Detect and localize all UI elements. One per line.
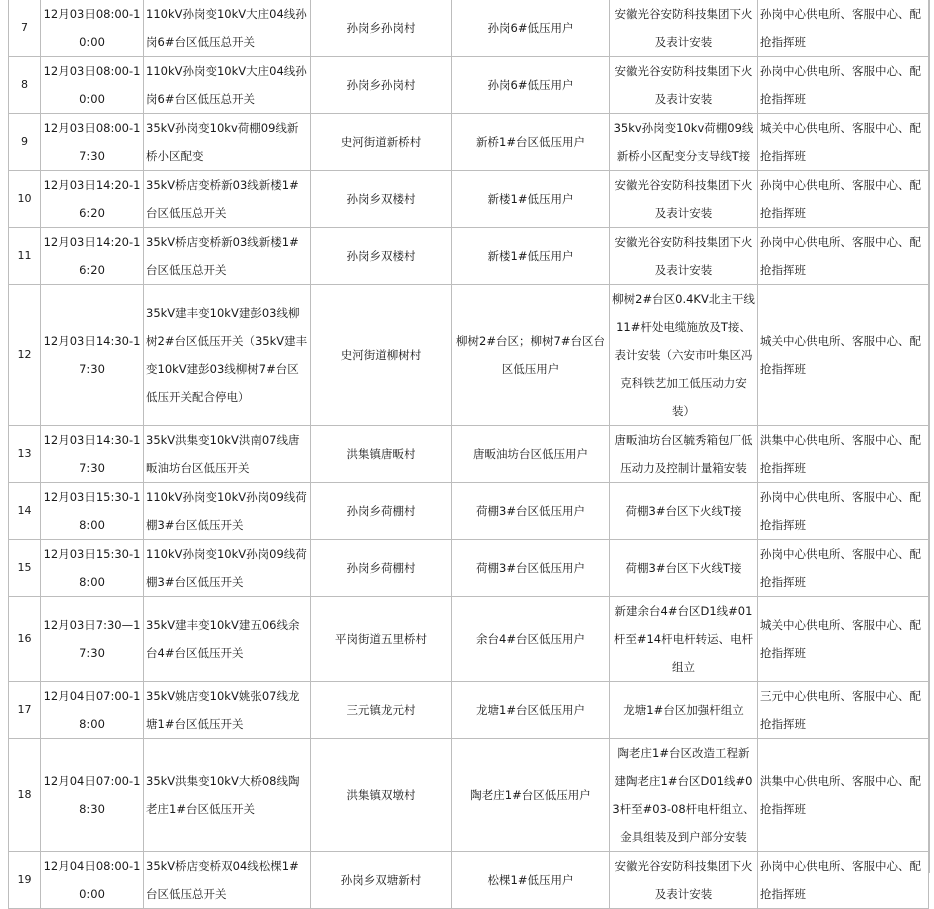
table-row — [9, 852, 929, 909]
table-row — [9, 597, 929, 682]
cell-no: 12 — [9, 285, 41, 426]
cell-unit: 城关中心供电所、客服中心、配抢指挥班 — [758, 285, 929, 426]
cell-equipment: 35kV洪集变10kV大桥08线陶老庄1#台区低压开关 — [144, 739, 311, 852]
cell-users: 龙塘1#台区低压用户 — [452, 682, 610, 739]
cell-no: 14 — [9, 483, 41, 540]
cell-no: 11 — [9, 228, 41, 285]
cell-unit: 洪集中心供电所、客服中心、配抢指挥班 — [758, 426, 929, 483]
cell-users: 唐畈油坊台区低压用户 — [452, 426, 610, 483]
cell-unit: 三元中心供电所、客服中心、配抢指挥班 — [758, 682, 929, 739]
cell-time: 12月03日15:30-18:00 — [41, 540, 144, 597]
cell-users: 松棵1#低压用户 — [452, 852, 610, 909]
cell-no: 13 — [9, 426, 41, 483]
cell-users: 新楼1#低压用户 — [452, 228, 610, 285]
cell-time: 12月03日14:30-17:30 — [41, 285, 144, 426]
cell-time: 12月04日07:00-18:30 — [41, 739, 144, 852]
cell-users: 柳树2#台区；柳树7#台区台区低压用户 — [452, 285, 610, 426]
cell-no: 19 — [9, 852, 41, 909]
cell-area: 孙岗乡荷棚村 — [311, 483, 452, 540]
cell-work: 唐畈油坊台区毓秀箱包厂低压动力及控制计量箱安装 — [610, 426, 758, 483]
table-row — [9, 426, 929, 483]
table-row — [9, 171, 929, 228]
cell-no: 18 — [9, 739, 41, 852]
cell-unit: 孙岗中心供电所、客服中心、配抢指挥班 — [758, 228, 929, 285]
cell-equipment: 35kV洪集变10kV洪南07线唐畈油坊台区低压开关 — [144, 426, 311, 483]
cell-work: 荷棚3#台区下火线T接 — [610, 540, 758, 597]
cell-users: 孙岗6#低压用户 — [452, 57, 610, 114]
cell-users: 孙岗6#低压用户 — [452, 0, 610, 57]
cell-no: 15 — [9, 540, 41, 597]
cell-area: 孙岗乡双塘新村 — [311, 852, 452, 909]
cell-work: 安徽光谷安防科技集团下火及表计安装 — [610, 0, 758, 57]
cell-users: 荷棚3#台区低压用户 — [452, 540, 610, 597]
cell-time: 12月03日7:30—17:30 — [41, 597, 144, 682]
cell-equipment: 35kV桥店变桥双04线松棵1#台区低压总开关 — [144, 852, 311, 909]
cell-unit: 孙岗中心供电所、客服中心、配抢指挥班 — [758, 57, 929, 114]
cell-work: 安徽光谷安防科技集团下火及表计安装 — [610, 852, 758, 909]
cell-area: 孙岗乡孙岗村 — [311, 57, 452, 114]
cell-no: 16 — [9, 597, 41, 682]
cell-no: 17 — [9, 682, 41, 739]
cell-no: 9 — [9, 114, 41, 171]
cell-unit: 孙岗中心供电所、客服中心、配抢指挥班 — [758, 171, 929, 228]
cell-work: 新建余台4#台区D1线#01杆至#14杆电杆转运、电杆组立 — [610, 597, 758, 682]
cell-time: 12月03日08:00-10:00 — [41, 0, 144, 57]
cell-time: 12月04日07:00-18:00 — [41, 682, 144, 739]
cell-equipment: 35kV桥店变桥新03线新楼1#台区低压总开关 — [144, 228, 311, 285]
table-row — [9, 540, 929, 597]
cell-equipment: 35kV桥店变桥新03线新楼1#台区低压总开关 — [144, 171, 311, 228]
cell-equipment: 35kV建丰变10kV建彭03线柳树2#台区低压开关（35kV建丰变10kV建彭03线柳树7#台区低压开关配合停电） — [144, 285, 311, 426]
cell-work: 陶老庄1#台区改造工程新建陶老庄1#台区D01线#03杆至#03-08杆电杆组立、金具组装及到户部分安装 — [610, 739, 758, 852]
cell-area: 洪集镇双墩村 — [311, 739, 452, 852]
cell-work: 柳树2#台区0.4KV北主干线11#杆处电缆施放及T接、表计安装（六安市叶集区冯克科铁艺加工低压动力安装） — [610, 285, 758, 426]
cell-area: 史河街道新桥村 — [311, 114, 452, 171]
cell-unit: 孙岗中心供电所、客服中心、配抢指挥班 — [758, 0, 929, 57]
table-row — [9, 228, 929, 285]
cell-area: 洪集镇唐畈村 — [311, 426, 452, 483]
cell-users: 余台4#台区低压用户 — [452, 597, 610, 682]
cell-area: 孙岗乡双楼村 — [311, 171, 452, 228]
cell-equipment: 35kV孙岗变10kv荷棚09线新桥小区配变 — [144, 114, 311, 171]
cell-equipment: 110kV孙岗变10kV孙岗09线荷棚3#台区低压开关 — [144, 540, 311, 597]
table-row — [9, 114, 929, 171]
cell-area: 孙岗乡双楼村 — [311, 228, 452, 285]
cell-work: 安徽光谷安防科技集团下火及表计安装 — [610, 57, 758, 114]
right-border — [929, 0, 930, 873]
cell-time: 12月03日14:30-17:30 — [41, 426, 144, 483]
table-row — [9, 285, 929, 426]
cell-time: 12月04日08:00-10:00 — [41, 852, 144, 909]
cell-no: 7 — [9, 0, 41, 57]
table-row — [9, 682, 929, 739]
cell-users: 陶老庄1#台区低压用户 — [452, 739, 610, 852]
cell-time: 12月03日08:00-17:30 — [41, 114, 144, 171]
cell-equipment: 110kV孙岗变10kV大庄04线孙岗6#台区低压总开关 — [144, 57, 311, 114]
cell-unit: 孙岗中心供电所、客服中心、配抢指挥班 — [758, 483, 929, 540]
cell-work: 35kv孙岗变10kv荷棚09线新桥小区配变分支导线T接 — [610, 114, 758, 171]
cell-area: 三元镇龙元村 — [311, 682, 452, 739]
cell-users: 新桥1#台区低压用户 — [452, 114, 610, 171]
cell-equipment: 110kV孙岗变10kV大庄04线孙岗6#台区低压总开关 — [144, 0, 311, 57]
cell-users: 新楼1#低压用户 — [452, 171, 610, 228]
cell-equipment: 110kV孙岗变10kV孙岗09线荷棚3#台区低压开关 — [144, 483, 311, 540]
cell-unit: 孙岗中心供电所、客服中心、配抢指挥班 — [758, 540, 929, 597]
cell-work: 安徽光谷安防科技集团下火及表计安装 — [610, 171, 758, 228]
cell-no: 10 — [9, 171, 41, 228]
cell-time: 12月03日15:30-18:00 — [41, 483, 144, 540]
cell-unit: 城关中心供电所、客服中心、配抢指挥班 — [758, 114, 929, 171]
cell-time: 12月03日08:00-10:00 — [41, 57, 144, 114]
table-row — [9, 483, 929, 540]
cell-work: 龙塘1#台区加强杆组立 — [610, 682, 758, 739]
cell-time: 12月03日14:20-16:20 — [41, 228, 144, 285]
cell-no: 8 — [9, 57, 41, 114]
cell-time: 12月03日14:20-16:20 — [41, 171, 144, 228]
cell-area: 平岗街道五里桥村 — [311, 597, 452, 682]
cell-work: 安徽光谷安防科技集团下火及表计安装 — [610, 228, 758, 285]
cell-area: 孙岗乡荷棚村 — [311, 540, 452, 597]
cell-unit: 城关中心供电所、客服中心、配抢指挥班 — [758, 597, 929, 682]
table-body — [9, 0, 929, 909]
cell-area: 孙岗乡孙岗村 — [311, 0, 452, 57]
cell-work: 荷棚3#台区下火线T接 — [610, 483, 758, 540]
cell-unit: 洪集中心供电所、客服中心、配抢指挥班 — [758, 739, 929, 852]
cell-equipment: 35kV姚店变10kV姚张07线龙塘1#台区低压开关 — [144, 682, 311, 739]
table-row — [9, 0, 929, 57]
cell-unit: 孙岗中心供电所、客服中心、配抢指挥班 — [758, 852, 929, 909]
cell-area: 史河街道柳树村 — [311, 285, 452, 426]
cell-equipment: 35kV建丰变10kV建五06线余台4#台区低压开关 — [144, 597, 311, 682]
cell-users: 荷棚3#台区低压用户 — [452, 483, 610, 540]
table-row — [9, 739, 929, 852]
outage-schedule-table — [8, 0, 929, 909]
table-row — [9, 57, 929, 114]
